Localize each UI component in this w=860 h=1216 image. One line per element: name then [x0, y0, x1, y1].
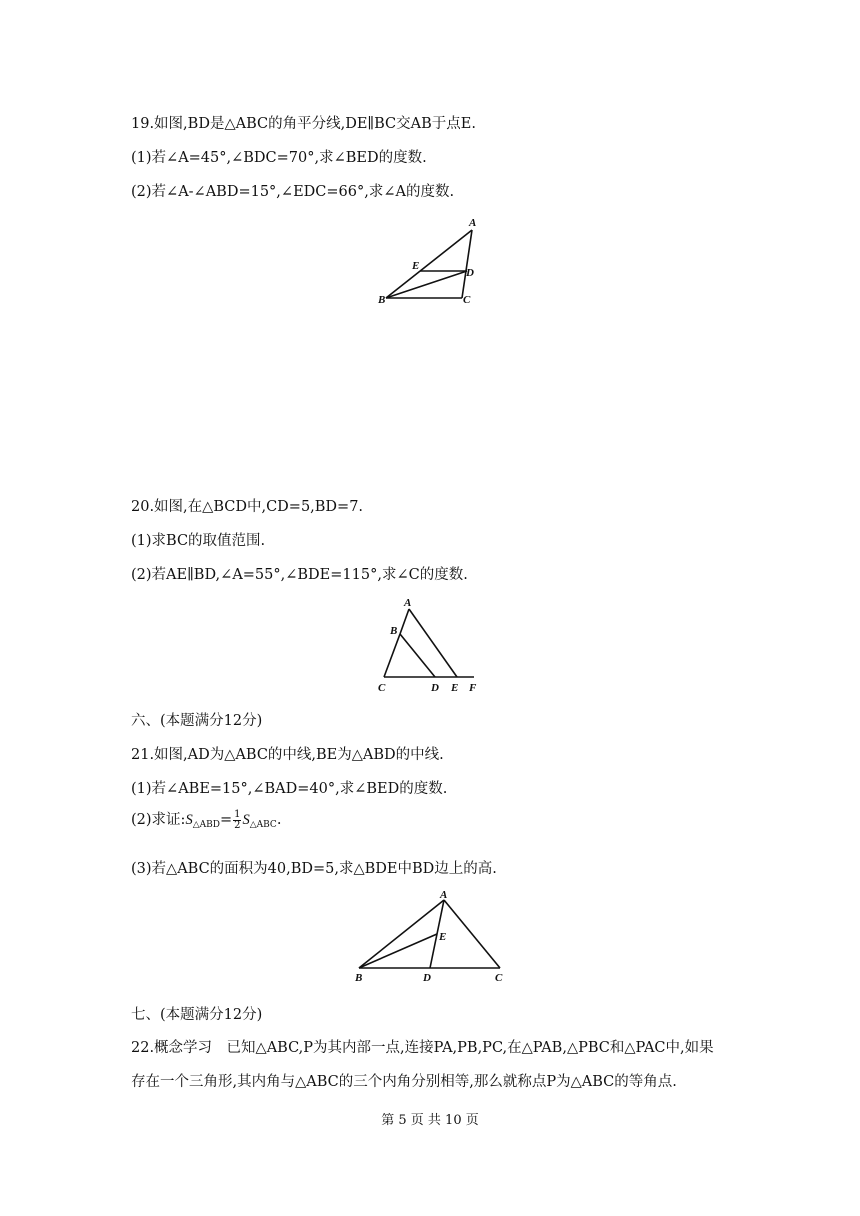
q19-stem: 19.如图,BD是△ABC的角平分线,DE∥BC交AB于点E.: [131, 116, 476, 132]
q20-part2: (2)若AE∥BD,∠A=55°,∠BDE=115°,求∠C的度数.: [131, 567, 468, 583]
q21-stem: 21.如图,AD为△ABC的中线,BE为△ABD的中线.: [131, 747, 444, 763]
q20-label-c: C: [378, 682, 386, 694]
q20-label-d: D: [431, 682, 439, 694]
q20-part1: (1)求BC的取值范围.: [131, 533, 266, 549]
q19-label-a: A: [469, 217, 477, 229]
q19-label-c: C: [463, 294, 471, 306]
q22-line2: 存在一个三角形,其内角与△ABC的三个内角分别相等,那么就称点P为△ABC的等角点.: [131, 1074, 677, 1090]
q21-part2: (2)求证$:S_{\triangle ABD}=$ $\frac{1}{2}$ $S_{\triangle ABC}$.: [131, 808, 282, 831]
q21-part3: (3)若△ABC的面积为40,BD=5,求△BDE中BD边上的高.: [131, 861, 497, 877]
q20-figure: [372, 594, 488, 694]
q20-label-e: E: [451, 682, 459, 694]
page-footer: 第 5 页 共 10 页: [381, 1113, 479, 1128]
q19-label-b: B: [378, 294, 386, 306]
q21-part1: (1)若∠ABE=15°,∠BAD=40°,求∠BED的度数.: [131, 781, 448, 797]
q21-label-e: E: [439, 931, 447, 943]
q20-label-f: F: [469, 682, 477, 694]
q21-label-a: A: [440, 889, 448, 901]
q21-label-b: B: [355, 972, 363, 984]
q20-stem: 20.如图,在△BCD中,CD=5,BD=7.: [131, 499, 364, 515]
q21-label-c: C: [495, 972, 503, 984]
fraction-one-half: $\frac{1}{2}$: [234, 808, 241, 831]
q20-label-a: A: [404, 597, 412, 609]
q21-label-d: D: [423, 972, 431, 984]
q21-figure: [350, 888, 510, 988]
section-6-heading: 六、(本题满分12分): [131, 713, 263, 729]
q19-figure: [370, 212, 490, 312]
q22-line1: 22.概念学习 已知△ABC,P为其内部一点,连接PA,PB,PC,在△PAB,△PBC和△PAC中,如果: [131, 1040, 714, 1056]
q19-part1: (1)若∠A=45°,∠BDC=70°,求∠BED的度数.: [131, 150, 427, 166]
q19-part2: (2)若∠A-∠ABD=15°,∠EDC=66°,求∠A的度数.: [131, 184, 455, 200]
q20-label-b: B: [390, 625, 398, 637]
q19-label-e: E: [412, 260, 420, 272]
q19-label-d: D: [466, 267, 474, 279]
section-7-heading: 七、(本题满分12分): [131, 1007, 263, 1023]
